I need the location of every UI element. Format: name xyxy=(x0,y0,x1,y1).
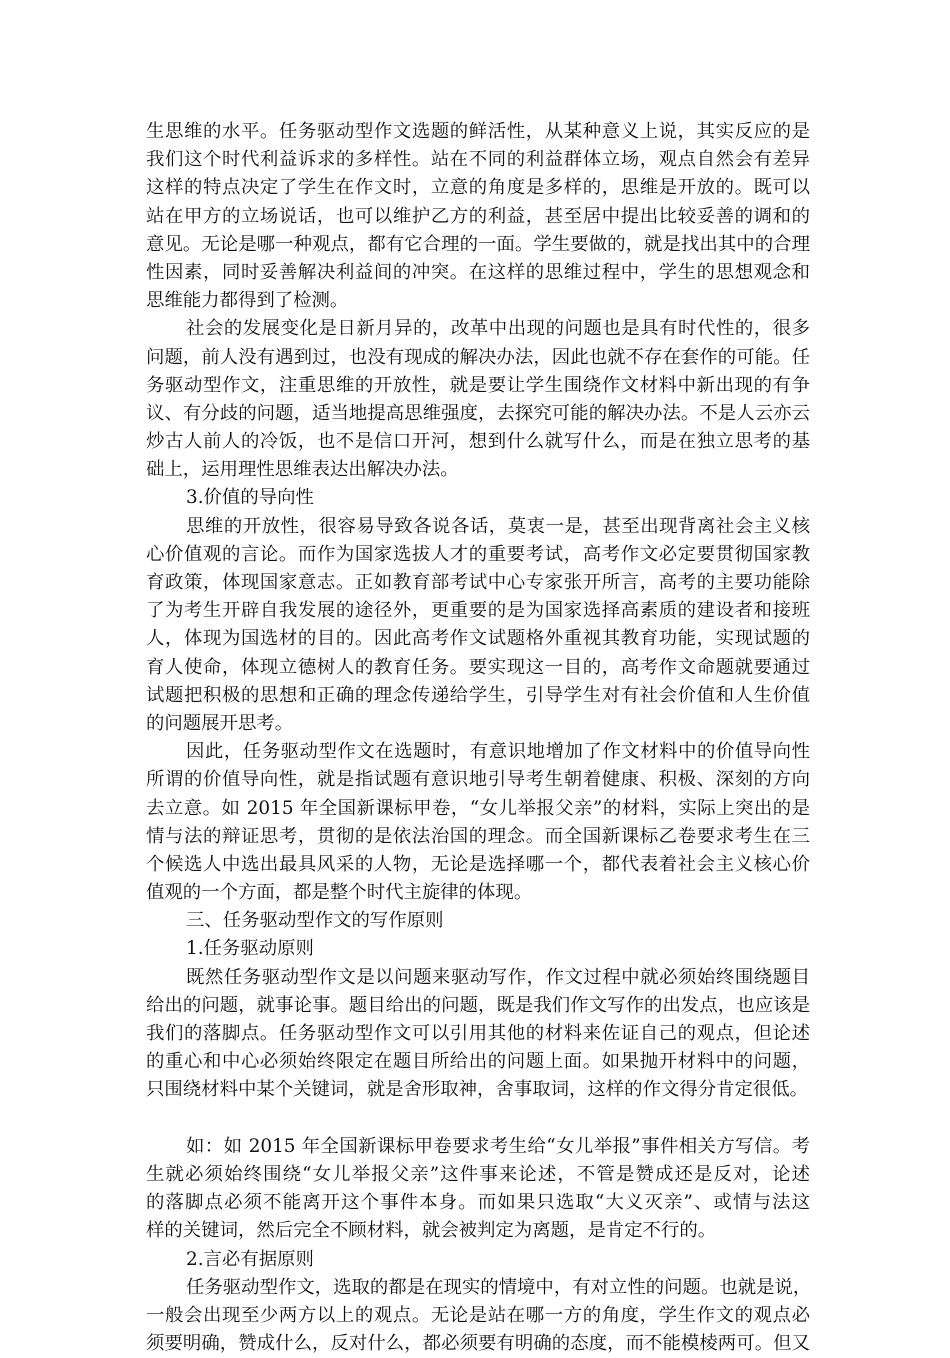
text-line: 站在甲方的立场说话，也可以维护乙方的利益，甚至居中提出比较妥善的调和的 xyxy=(146,205,810,227)
text-line: 生思维的水平。任务驱动型作文选题的鲜活性，从某种意义上说，其实反应的是 xyxy=(146,121,810,142)
text-line: 因此，任务驱动型作文在选题时，有意识地增加了作文材料中的价值导向性 xyxy=(186,741,810,763)
text-line: 样的关键词，然后完全不顾材料，就会被判定为离题，是肯定不行的。 xyxy=(146,1220,717,1242)
text-line: 任务驱动型作文，选取的都是在现实的情境中，有对立性的问题。也就是说， xyxy=(186,1276,812,1298)
text-line: 人，体现为国选材的目的。因此高考作文试题格外重视其教育功能，实现试题的 xyxy=(146,628,810,650)
text-line: 如：如 2015 年全国新课标甲卷要求考生给“女儿举报”事件相关方写信。考 xyxy=(186,1135,810,1157)
paragraph-evidence xyxy=(146,1274,810,1358)
section-heading-value-orientation: 3.价值的导向性 xyxy=(186,487,314,509)
paragraph-thinking-level xyxy=(146,118,810,315)
text-line: 既然任务驱动型作文是以问题来驱动写作，作文过程中就必须始终围绕题目 xyxy=(186,966,810,988)
text-line: 生就必须始终围绕“女儿举报父亲”这件事来论述，不管是赞成还是反对，论述 xyxy=(146,1163,810,1185)
text-line: 我们的落脚点。任务驱动型作文可以引用其他的材料来佐证自己的观点，但论述 xyxy=(146,1023,810,1044)
text-line: 试题把积极的思想和正确的理念传递给学生，引导学生对有社会价值和人生价值 xyxy=(146,684,810,706)
text-line: 所谓的价值导向性，就是指试题有意识地引导考生朝着健康、积极、深刻的方向 xyxy=(146,769,810,791)
section-heading-task-driven: 1.任务驱动原则 xyxy=(186,938,314,960)
paragraph-social-change xyxy=(146,315,810,484)
text-line: 思维的开放性，很容易导致各说各话，莫衷一是，甚至出现背离社会主义核 xyxy=(186,515,810,537)
text-line: 一般会出现至少两方以上的观点。无论是站在哪一方的角度，学生作文的观点必 xyxy=(146,1304,810,1326)
paragraph-open-thinking xyxy=(146,513,810,739)
text-line: 心价值观的言论。而作为国家选拔人才的重要考试，高考作文必定要贯彻国家教 xyxy=(146,543,810,565)
text-line: 我们这个时代利益诉求的多样性。站在不同的利益群体立场，观点自然会有差异 xyxy=(146,149,810,171)
text-line: 性因素，同时妥善解决利益间的冲突。在这样的思维过程中，学生的思想观念和 xyxy=(146,261,810,283)
text-line: 了为考生开辟自我发展的途径外，更重要的是为国家选择高素质的建设者和接班 xyxy=(146,600,810,622)
text-line: 给出的问题，就事论事。题目给出的问题，既是我们作文写作的出发点，也应该是 xyxy=(146,994,810,1016)
text-line: 炒古人前人的冷饭，也不是信口开河，想到什么就写什么，而是在独立思考的基 xyxy=(146,431,810,453)
text-line: 意见。无论是哪一种观点，都有它合理的一面。学生要做的，就是找出其中的合理 xyxy=(146,233,810,255)
text-line: 议、有分歧的问题，适当地提高思维强度，去探究可能的解决办法。不是人云亦云 xyxy=(146,402,810,424)
text-line: 问题，前人没有遇到过，也没有现成的解决办法，因此也就不存在套作的可能。任 xyxy=(146,346,810,368)
text-line: 的落脚点必须不能离开这个事件本身。而如果只选取“大义灭亲”、或情与法这 xyxy=(146,1192,810,1214)
text-line: 础上，运用理性思维表达出解决办法。 xyxy=(146,459,459,481)
text-line: 育人使命，体现立德树人的教育任务。要实现这一目的，高考作文命题就要通过 xyxy=(146,656,810,678)
text-line: 务驱动型作文，注重思维的开放性，就是要让学生围绕作文材料中新出现的有争 xyxy=(146,374,810,396)
section-heading-writing-principles: 三、任务驱动型作文的写作原则 xyxy=(186,910,444,932)
text-line: 这样的特点决定了学生在作文时，立意的角度是多样的，思维是开放的。既可以 xyxy=(146,177,810,199)
paragraph-value-guidance xyxy=(146,738,810,907)
section-heading-evidence: 2.言必有据原则 xyxy=(186,1248,314,1270)
paragraph-task-driven xyxy=(146,964,810,1105)
document-page xyxy=(146,118,810,1358)
text-line: 育政策，体现国家意志。正如教育部考试中心专家张开所言，高考的主要功能除 xyxy=(146,572,810,593)
text-line: 社会的发展变化是日新月异的，改革中出现的问题也是具有时代性的，很多 xyxy=(186,318,810,340)
text-line: 的重心和中心必须始终限定在题目所给出的问题上面。如果抛开材料中的问题， xyxy=(146,1051,810,1073)
paragraph-example xyxy=(146,1133,810,1246)
text-line: 的问题展开思考。 xyxy=(146,712,294,734)
text-line: 值观的一个方面，都是整个时代主旋律的体现。 xyxy=(146,882,533,904)
text-line: 个候选人中选出最具风采的人物，无论是选择哪一个，都代表着社会主义核心价 xyxy=(146,853,810,875)
text-line: 去立意。如 2015 年全国新课标甲卷，“女儿举报父亲”的材料，实际上突出的是 xyxy=(146,797,810,819)
text-line: 思维能力都得到了检测。 xyxy=(146,290,349,312)
blank-line xyxy=(146,1105,810,1133)
text-line: 须要明确，赞成什么，反对什么，都必须要有明确的态度，而不能模棱两可。但又 xyxy=(146,1333,810,1355)
text-line: 只围绕材料中某个关键词，就是舍形取神，舍事取词，这样的作文得分肯定很低。 xyxy=(146,1079,809,1101)
text-line: 情与法的辩证思考，贯彻的是依法治国的理念。而全国新课标乙卷要求考生在三 xyxy=(146,825,810,847)
